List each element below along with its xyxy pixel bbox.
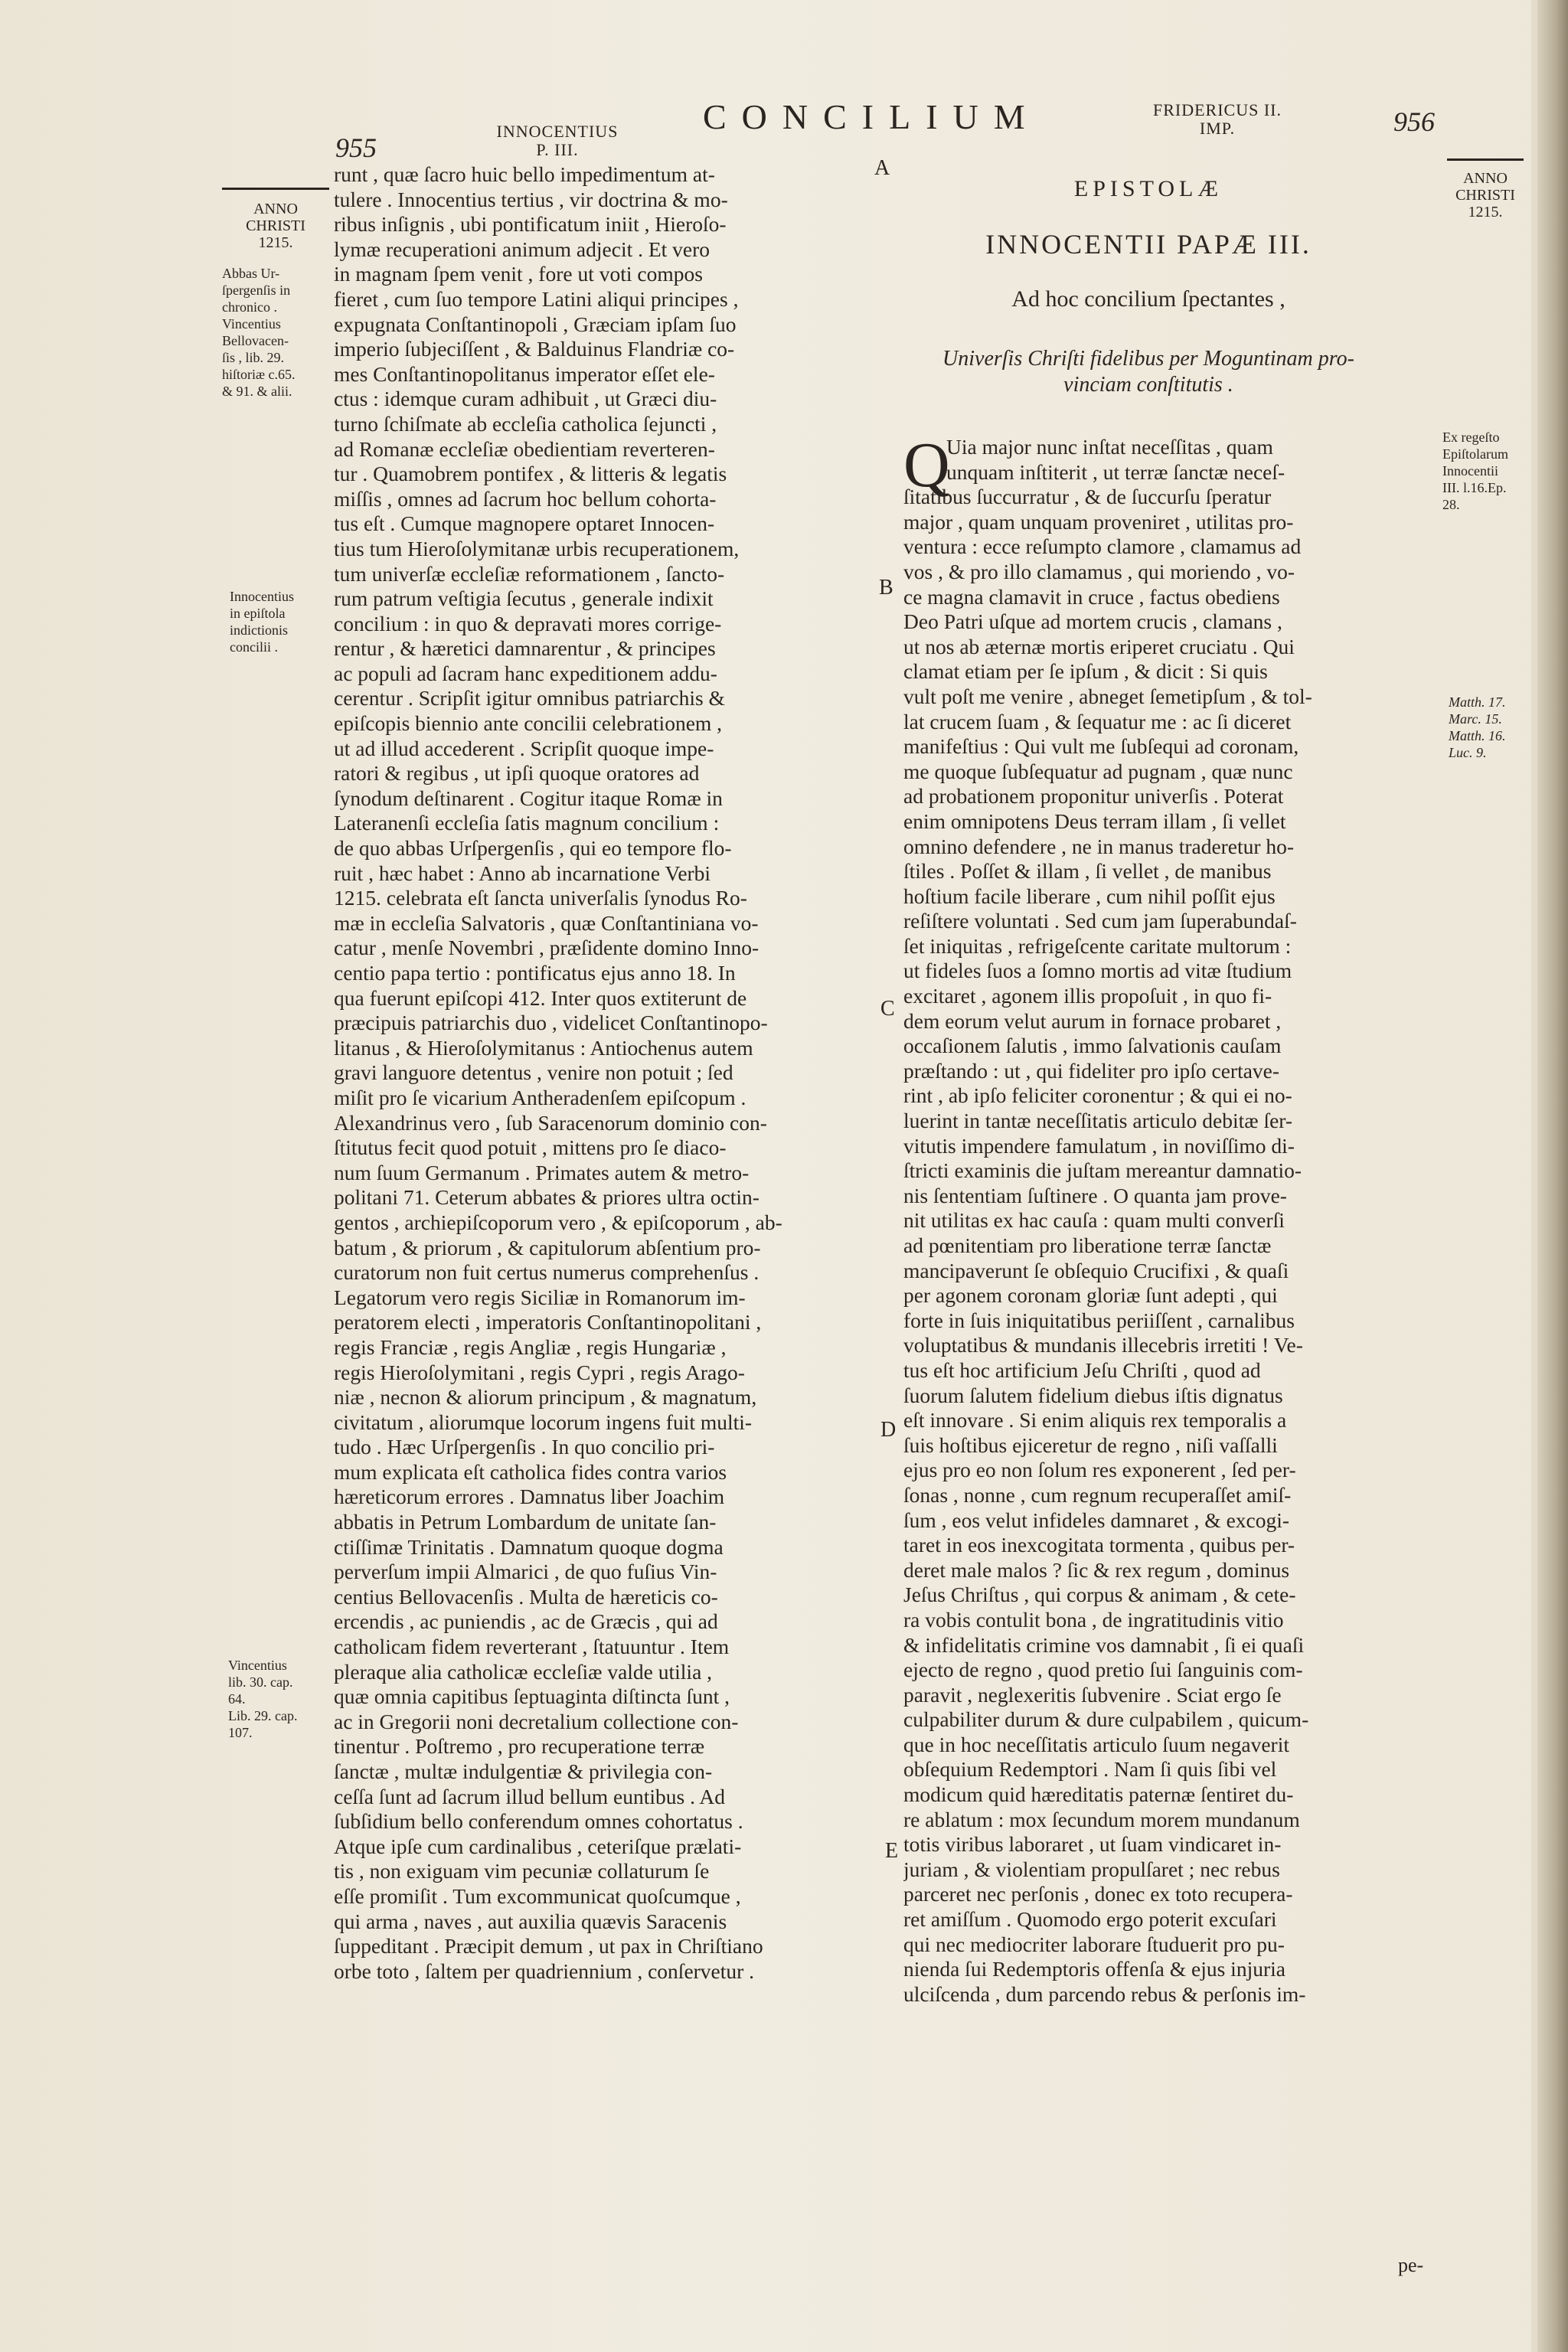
left-page-number: 955 [335,132,377,163]
left-running-head: INNOCENTIUS P. III. [496,122,619,159]
text-line: ac in Gregorii noni decretalium collectione con- [334,1709,739,1733]
text-line: ut nos ab æternæ mortis eriperet cruciatu . Qui [903,634,1295,658]
text-line: voluptatibus & mundanis illecebris irretiti ! Ve- [903,1333,1303,1357]
text-line: tulere . Innocentius tertius , vir doctrina & mo- [334,187,728,211]
text-line: eſt innovare . Si enim aliquis rex temporalis a [903,1408,1287,1432]
text-line: & infidelitatis crimine vos damnabit , ſi ei quaſi [903,1632,1305,1657]
text-line: vos , & pro illo clamamus , qui moriendo , vo- [903,559,1295,583]
text-line: eſſe promiſit . Tum excommunicat quoſcumque , [334,1883,741,1908]
text-line: ac populi ad ſacram hanc expeditionem addu- [334,661,717,685]
book-gutter [1537,0,1568,2352]
text-line: obſequium Redemptori . Nam ſi quis ſibi vel [903,1757,1277,1782]
text-line: 1215. celebrata eſt ſancta univerſalis ſynodus Ro- [334,886,747,910]
text-line: ercendis , ac puniendis , ac de Græcis , qui ad [334,1609,718,1634]
text-line: ſubſidium bello conferendum omnes cohortatus . [334,1809,743,1834]
section-letter-a: A [874,156,890,180]
text-line: abbatis in Petrum Lombardum de unitate ſan- [334,1510,717,1534]
text-line: orbe toto , ſaltem per quadriennium , conſervetur . [334,1958,755,1983]
text-line: Alexandrinus vero , ſub Saracenorum dominio con- [334,1110,767,1135]
text-line: Atque ipſe cum cardinalibus , ceteriſque prælati- [334,1834,742,1858]
text-line: litanus , & Hieroſolymitanus : Antiochenus autem [334,1035,753,1060]
text-line: mæ in eccleſia Salvatoris , quæ Conſtantiniana vo- [334,910,759,935]
text-line: juriam , & violentiam propulſaret ; nec rebus [903,1857,1280,1881]
text-line: gravi languore detentus , venire non potuit ; ſed [334,1060,733,1085]
text-line: tudo . Hæc Urſpergenſis . In quo concilio pri- [334,1435,715,1459]
text-line: occaſionem ſalutis , immo ſalvationis cauſam [903,1034,1282,1058]
text-line: manifeſtius : Qui vult me ſubſequi ad coronam, [903,734,1299,759]
right-running-head: FRIDERICUS II. IMP. [1152,100,1282,138]
left-margin-source-epistola: Innocentius in epiſtola indictionis concilii . [230,589,294,655]
text-line: centio papa tertio : pontificatus ejus anno 18. In [334,961,736,985]
text-line: in magnam ſpem venit , fore ut voti compos [334,262,703,286]
text-line: niæ , necnon & aliorum principum , & magnatum, [334,1385,757,1410]
text-line: ſuppeditant . Præcipit demum , ut pax in Chriſtiano [334,1934,763,1958]
text-line: batum , & priorum , & capitulorum abſentium pro- [334,1235,761,1259]
text-line: civitatum , aliorumque locorum ingens fuit multi- [334,1410,753,1434]
text-line: culpabiliter durum & dure culpabilem , quicum- [903,1707,1309,1732]
text-line: politani 71. Ceterum abbates & priores ultra octin- [334,1185,760,1210]
text-line: ſanctæ , multæ indulgentiæ & privilegia con- [334,1759,713,1783]
text-line: reſiſtere voluntati . Sed cum jam ſuperabundaſ- [903,909,1297,933]
text-line: catholicam fidem reverterant , ſtatuuntur . Item [334,1635,730,1659]
text-line: qui nec mediocriter laborare ſtuduerit pro pu- [903,1932,1285,1956]
text-line: modicum quid hæreditatis paternæ ſentiret du- [903,1782,1294,1807]
text-line: qui arma , naves , aut auxilia quævis Saracenis [334,1909,727,1933]
text-line: ejecto de regno , quod pretio ſui ſanguinis com- [903,1658,1303,1682]
section-letter-d: D [880,1418,897,1442]
text-line: miſit pro ſe vicarium Antheradenſem epiſcopum . [334,1085,746,1109]
text-line: paravit , neglexeritis ſubvenire . Sciat ergo ſe [903,1682,1282,1707]
text-line: regis Franciæ , regis Angliæ , regis Hungariæ , [334,1334,727,1359]
text-line: tus eſt . Cumque magnopere optaret Innocen- [334,511,715,536]
next-page-edge [1531,0,1537,2352]
text-line: rum patrum veſtigia ſecutus , generale indixit [334,586,714,611]
text-line: ret amiſſum . Quomodo ergo poterit excuſari [903,1907,1277,1932]
text-line: vult poſt me venire , abneget ſemetipſum , & tol- [903,684,1312,708]
text-line: ejus pro eo non ſolum res exponerent , ſed per- [903,1458,1296,1482]
text-line: ruit , hæc habet : Anno ab incarnatione Verbi [334,861,711,885]
text-line: dem eorum velut aurum in fornace probaret , [903,1008,1282,1033]
text-line: tur . Quamobrem pontifex , & litteris & legatis [334,462,727,486]
text-line: concilium : in quo & depravati mores corrige- [334,611,722,635]
text-line: imperio ſubjeciſſent , & Balduinus Flandriæ co- [334,337,735,361]
text-line: miſſis , omnes ad ſacrum hoc bellum cohorta- [334,486,717,511]
text-line: præſtando : ut , qui fideliter pro ipſo certave- [903,1058,1280,1083]
text-line: Uia major nunc inſtat neceſſitas , quam [946,435,1273,459]
right-page-number: 956 [1393,106,1435,137]
text-line: enim omnipotens Deus terram illam , ſi vellet [903,808,1286,833]
text-line: ce magna clamavit in cruce , factus obediens [903,584,1280,609]
text-line: mes Conſtantinopolitanus imperator eſſet ele- [334,361,715,386]
text-line: ulciſcenda , dum parcendo rebus & perſonis im- [903,1981,1306,2006]
text-line: ratori & regibus , ut ipſi quoque oratores ad [334,761,700,786]
text-line: re ablatum : mox ſecundum morem mundanum [903,1807,1300,1831]
epistle-address: Univerſis Chriſti fidelibus per Moguntinam pro- vinciam conſtitutis . [942,347,1354,397]
text-line: cerentur . Scripſit igitur omnibus patriarchis & [334,686,725,710]
section-letter-e: E [885,1839,899,1863]
text-line: ut fideles ſuos a ſomno mortis ad vitæ ſtudium [903,959,1292,983]
text-line: luerint in tantæ neceſſitatis articulo debitæ ſer- [903,1109,1293,1133]
text-line: lat crucem ſuam , & ſequatur me : ac ſi diceret [903,709,1292,733]
text-line: runt , quæ ſacro huic bello impedimentum at- [334,162,715,186]
text-line: ſum , eos velut infideles damnaret , & excogi- [903,1508,1290,1532]
text-line: forte in ſuis iniquitatibus periiſſent , carnalibus [903,1308,1295,1332]
text-line: gentos , archiepiſcoporum vero , & epiſcoporum , ab- [334,1210,782,1234]
text-line: ſtricti examinis die juſtam mereantur damnatio- [903,1158,1302,1183]
text-line: curatorum non fuit certus numerus comprehenſus . [334,1260,760,1285]
text-line: ad pœnitentiam pro liberatione terræ ſanctæ [903,1233,1272,1257]
text-line: totis viribus laboraret , ut ſuam vindicaret in- [903,1832,1282,1857]
text-line: Jeſus Chriſtus , qui corpus & animam , & cete- [903,1583,1296,1607]
catchword: pe- [1398,2254,1424,2276]
section-letter-b: B [879,576,893,599]
text-line: ribus inſignis , ubi pontificatum iniit , Hieroſo- [334,212,727,237]
text-line: mum explicata eſt catholica fides contra varios [334,1459,727,1484]
text-line: catur , menſe Novembri , præſidente domino Inno- [334,936,760,960]
text-line: ad Romanæ eccleſiæ obedientiam reverteren- [334,436,715,461]
text-line: ſuis hoſtibus ejiceretur de regno , niſi vaſſalli [903,1432,1278,1457]
text-line: num ſuum Germanum . Primates autem & metro- [334,1160,750,1184]
epistle-heading-line3: Ad hoc concilium ſpectantes , [1011,286,1285,312]
text-line: tis , non exiguam vim pecuniæ collaturum ſe [334,1859,710,1883]
drop-cap: Q [903,430,950,501]
left-anno-christi: ANNO CHRISTI 1215. [246,201,305,251]
text-line: hoſtium facile liberare , cum nihil poſſit ejus [903,884,1276,908]
text-line: tius tum Hieroſolymitanæ urbis recuperationem, [334,536,740,560]
left-text-column [334,162,893,1984]
text-line: ceſſa ſunt ad ſacrum illud bellum euntibus . Ad [334,1784,725,1808]
text-line: ſtiles . Poſſet & illam , ſi vellet , de manibus [903,859,1272,884]
text-line: ventura : ecce reſumpto clamore , clamamus ad [903,534,1302,559]
text-line: que in hoc neceſſitatis articulo ſuum negaverit [903,1732,1289,1756]
text-line: hæreticorum errores . Damnatus liber Joachim [334,1485,725,1509]
text-line: me quoque ſubſequatur ad pugnam , quæ nunc [903,759,1293,783]
right-margin-source-regestum: Ex regeſto Epiſtolarum Innocentii III. l.16.Ep. 28. [1442,430,1508,512]
left-margin-source-urspergensis: Abbas Ur- ſpergenſis in chronico . Vincentius Bellovacen- ſis , lib. 29. hiſtoriæ c.65. & 91. & alii. [222,266,296,399]
text-line: omnino defendere , ne in manus traderetur ho- [903,834,1295,858]
right-text-column [903,430,1444,2007]
text-line: taret in eos inexcogitata tormenta , quibus per- [903,1533,1295,1557]
text-line: major , quam unquam proveniret , utilitas pro- [903,509,1294,534]
text-line: ſonas , nonne , cum regnum recuperaſſet amiſ- [903,1482,1292,1507]
text-line: rentur , & hæretici damnarentur , & principes [334,636,716,661]
text-line: ſitatibus ſuccurratur , & de ſuccurſu ſperatur [903,485,1272,509]
left-header-rule [222,188,329,190]
text-line: ſuorum ſalutem fidelium diebus iſtis dignatus [903,1383,1283,1407]
text-line: nienda ſui Redemptoris offenſa & ejus injuria [903,1957,1285,1981]
text-line: præcipuis patriarchis duo , videlicet Conſtantinopo- [334,1011,768,1035]
text-line: Legatorum vero regis Siciliæ in Romanorum im- [334,1285,746,1309]
text-line: ſtitutus fecit quod potuit , mittens pro ſe diaco- [334,1135,727,1160]
text-line: deret male malos ? ſic & rex regum , dominus [903,1557,1290,1582]
text-line: per agonem coronam gloriæ ſunt adepti , qui [903,1283,1278,1308]
text-line: Lateranenſi eccleſia ſatis magnum concilium : [334,811,720,835]
text-line: qua fuerunt epiſcopi 412. Inter quos extiterunt de [334,985,747,1010]
text-line: vitutis impendere famulatum , in noviſſimo di- [903,1133,1295,1158]
right-header-rule [1447,158,1524,161]
text-line: epiſcopis biennio ante concilii celebrationem , [334,711,723,736]
right-margin-scripture-refs: Matth. 17. Marc. 15. Matth. 16. Luc. 9. [1449,694,1506,760]
text-line: nis ſententiam ſuſtinere . O quanta jam prove- [903,1183,1287,1207]
text-line: lymæ recuperationi animum adjecit . Et vero [334,237,710,261]
text-line: tum univerſæ eccleſiæ reformationem , ſancto- [334,561,725,586]
right-anno-christi: ANNO CHRISTI 1215. [1455,170,1515,220]
text-line: parceret nec perſonis , donec ex toto recupera- [903,1882,1293,1906]
text-line: fieret , cum ſuo tempore Latini aliqui principes , [334,286,739,311]
text-line: Deo Patri uſque ad mortem crucis , clamans , [903,609,1282,634]
text-line: turno ſchiſmate ab eccleſia catholica ſejuncti , [334,411,717,436]
section-letter-c: C [880,997,895,1021]
text-line: rint , ab ipſo feliciter coronentur ; & qui ei no- [903,1083,1292,1108]
text-line: expugnata Conſtantinopoli , Græciam ipſam ſuo [334,312,737,336]
text-line: ut ad illud accederent . Scripſit quoque impe- [334,736,714,760]
page-title: CONCILIUM [703,97,1040,136]
text-line: excitaret , agonem illis propoſuit , in quo fi- [903,984,1272,1008]
text-line: ctiſſimæ Trinitatis . Damnatum quoque dogma [334,1534,724,1559]
text-line: unquam inſtiterit , ut terræ ſanctæ neceſ- [946,459,1285,484]
text-line: mancipaverunt ſe obſequio Crucifixi , & quaſi [903,1258,1289,1282]
epistle-heading-line2: INNOCENTII PAPÆ III. [985,229,1312,260]
text-line: clamat etiam per ſe ipſum , & dicit : Si quis [903,659,1268,684]
text-line: ctus : idemque curam adhibuit , ut Græci diu- [334,387,717,411]
text-line: pleraque alia catholicæ eccleſiæ valde utilia , [334,1659,713,1684]
text-line: ſynodum deſtinarent . Cogitur itaque Romæ in [334,786,723,810]
text-line: tinentur . Poſtremo , pro recuperatione terræ [334,1734,705,1759]
text-line: nit utilitas ex hac cauſa : quam multi converſi [903,1208,1285,1233]
text-line: quæ omnia capitibus ſeptuaginta diſtincta ſunt , [334,1684,730,1709]
text-line: ra vobis contulit bona , de ingratitudinis vitio [903,1607,1284,1632]
text-line: perverſum impii Almarici , de quo fuſius Vin- [334,1560,717,1584]
text-line: ad probationem proponitur univerſis . Poterat [903,784,1284,808]
text-line: peratorem electi , imperatoris Conſtantinopolitani , [334,1310,762,1334]
text-line: centius Bellovacenſis . Multa de hæreticis co- [334,1584,718,1609]
left-margin-source-vincentius: Vincentius lib. 30. cap. 64. Lib. 29. cap. 107. [228,1658,298,1740]
text-line: ſet iniquitas , refrigeſcente caritate multorum : [903,933,1292,958]
text-line: regis Hieroſolymitani , regis Cypri , regis Arago- [334,1360,745,1384]
text-line: de quo abbas Urſpergenſis , qui eo tempore flo- [334,836,732,861]
text-line: tus eſt hoc artificium Jeſu Chriſti , quod ad [903,1357,1261,1382]
epistle-heading-line1: EPISTOLÆ [1073,176,1223,201]
